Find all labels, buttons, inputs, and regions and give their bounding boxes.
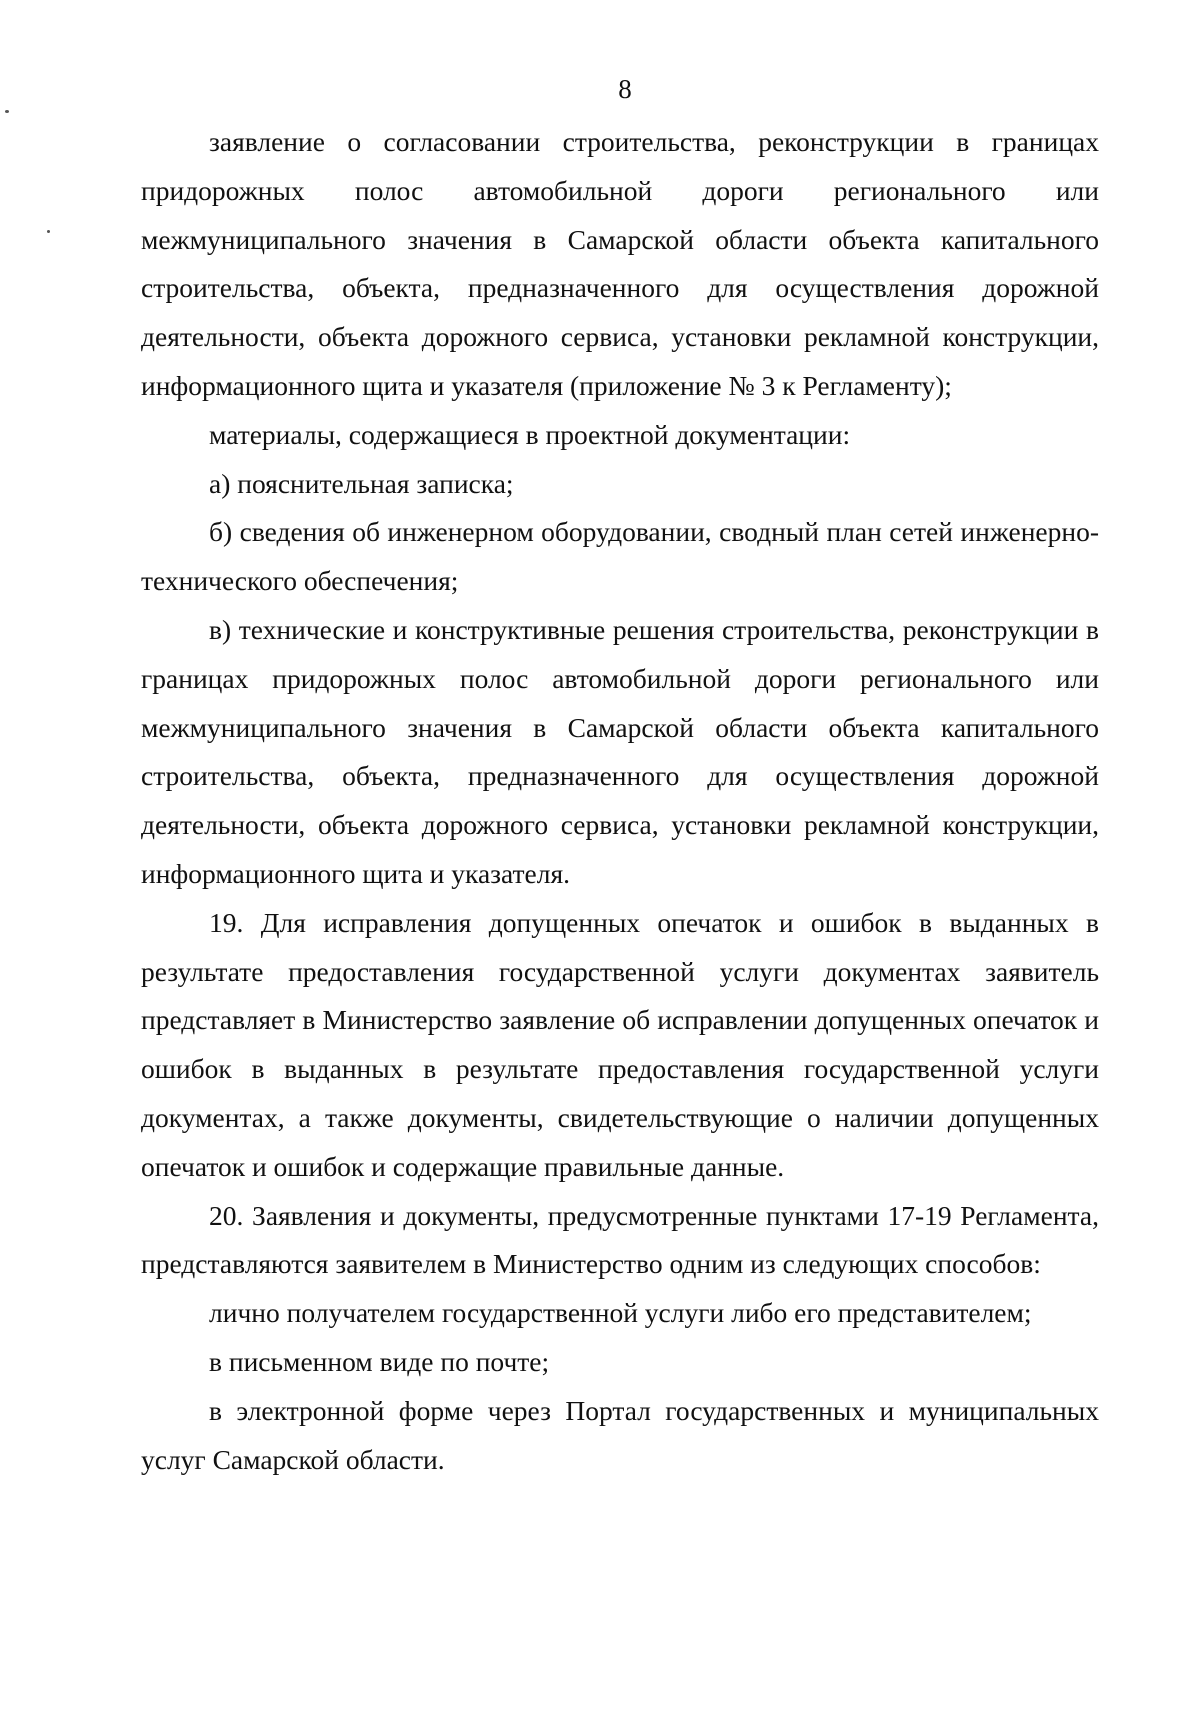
scan-speck [5,110,9,113]
page-number: 8 [618,74,632,104]
paragraph-project-materials: материалы, содержащиеся в проектной документации: [209,418,851,450]
paragraph-clause-20: 20. Заявления и документы, предусмотренные пунктами 17-19 Регламента, представляются заявителем в Министерство одним из следующих способов: [141,1199,1099,1280]
paragraph-clause-19: 19. Для исправления допущенных опечаток и ошибок в выданных в результате предоставления государственной услуги документах заявитель представляет в Министерство заявление об исправлении допущенных опечаток и ошибок в выданных в результате предоставления государственной услуги документах, а также документы, свидетельствующие о наличии допущенных опечаток и ошибок и содержащие правильные данные. [141,906,1099,1182]
paragraph-method-in-person: лично получателем государственной услуги либо его представителем; [209,1297,1032,1329]
paragraph-item-v: в) технические и конструктивные решения строительства, реконструкции в границах придорожных полос автомобильной дороги регионального или межмуниципального значения в Самарской области объекта капитального строительства, объекта, предназначенного для осуществления дорожной деятельности, объекта дорожного сервиса, установки рекламной конструкции, информационного щита и указателя. [141,613,1099,889]
paragraph-item-b: б) сведения об инженерном оборудовании, сводный план сетей инженерно-технического обеспечения; [141,516,1099,597]
paragraph-statement-application: заявление о согласовании строительства, реконструкции в границах придорожных полос автомобильной дороги регионального или межмуниципального значения в Самарской области объекта капитального строительства, объекта, предназначенного для осуществления дорожной деятельности, объекта дорожного сервиса, установки рекламной конструкции, информационного щита и указателя (приложение № 3 к Регламенту); [141,126,1099,401]
paragraph-method-mail: в письменном виде по почте; [209,1345,550,1377]
paragraph-item-a: а) пояснительная записка; [209,467,514,499]
scan-speck [47,230,50,233]
document-body [141,118,1099,1484]
paragraph-method-portal: в электронной форме через Портал государственных и муниципальных услуг Самарской области. [141,1394,1099,1475]
